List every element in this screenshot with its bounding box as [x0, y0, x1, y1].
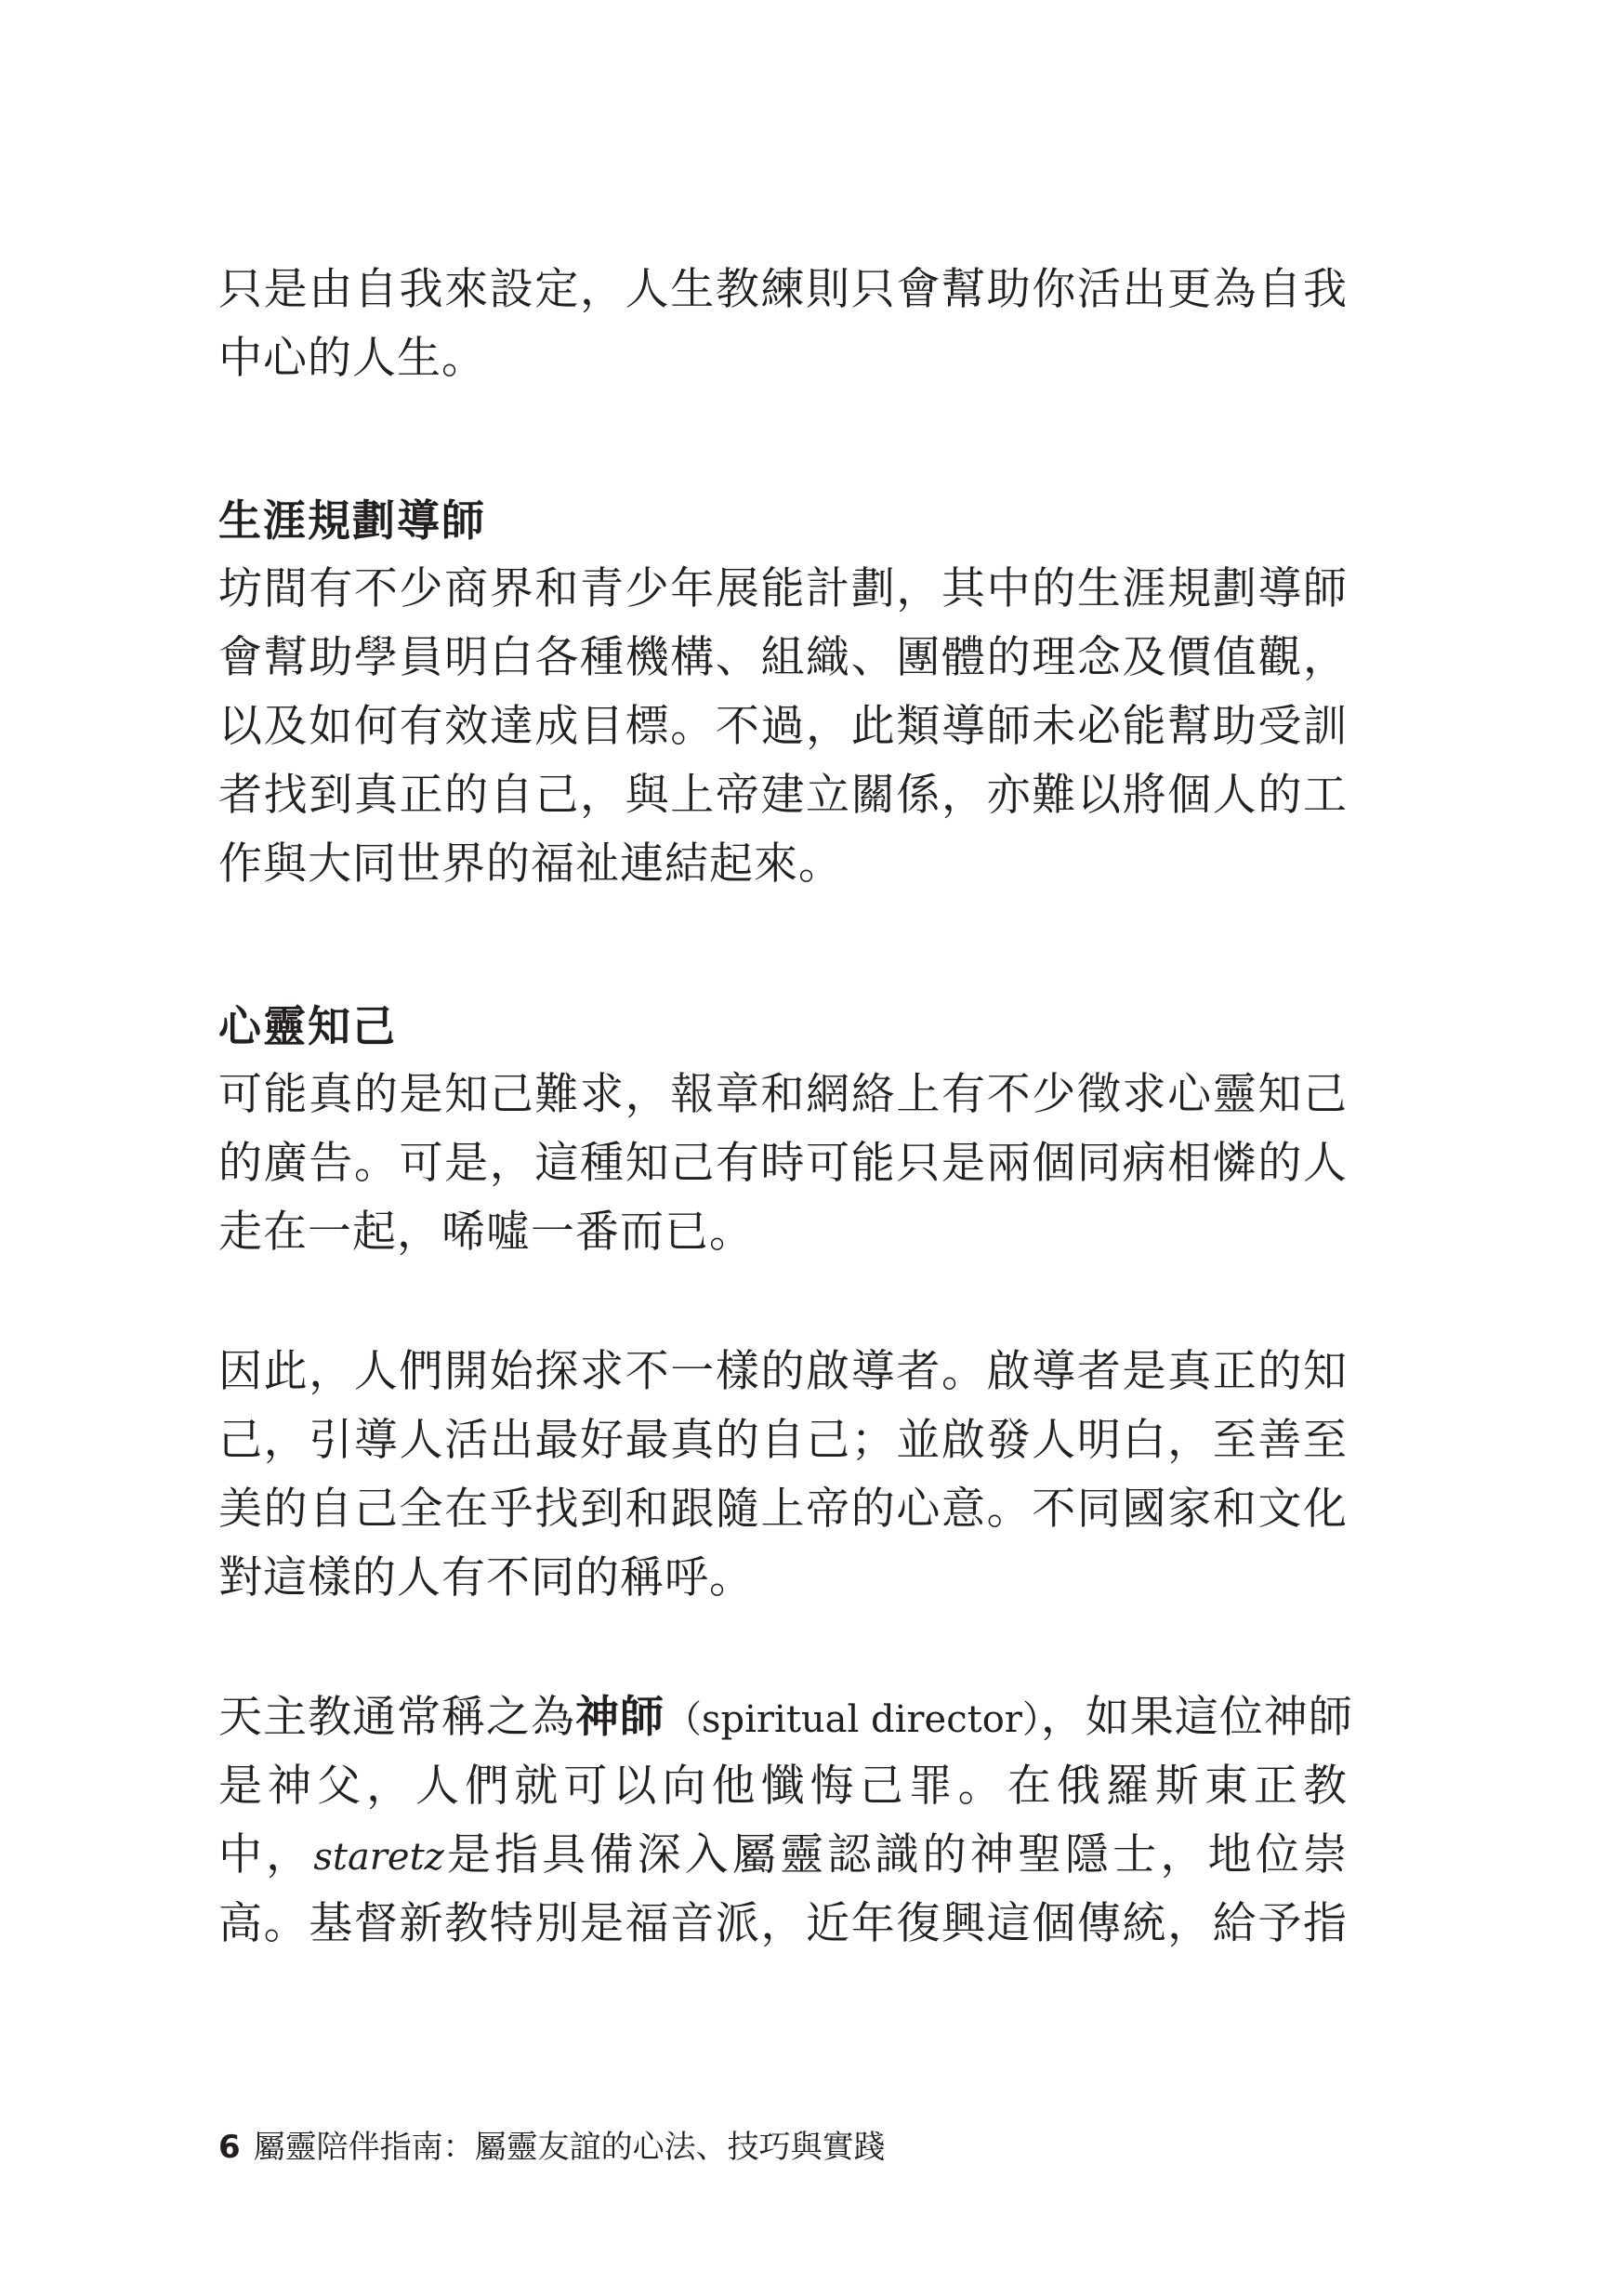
- page-footer: [218, 2127, 886, 2168]
- text-line: 作與大同世界的福祉連結起來。: [218, 838, 843, 890]
- text-span: ，如果這位神師: [1040, 1692, 1353, 1743]
- latin-term: （spiritual director）: [665, 1698, 1041, 1741]
- text-line: 己，引導人活出最好最真的自己；並啟發人明白，至善至: [218, 1415, 1348, 1466]
- text-line: 高。基督新教特別是福音派，近年復興這個傳統，給予指: [218, 1898, 1348, 1949]
- text-line: 者找到真正的自己，與上帝建立關係，亦難以將個人的工: [218, 770, 1348, 821]
- page-number: 6: [218, 2129, 241, 2166]
- text-line: 坊間有不少商界和青少年展能計劃，其中的生涯規劃導師: [218, 563, 1348, 614]
- intro-paragraph: [218, 256, 1348, 393]
- text-span: 天主教通常稱之為: [218, 1692, 575, 1743]
- text-line: 是神父，人們就可以向他懺悔己罪。在俄羅斯東正教: [218, 1761, 1348, 1812]
- text-line: 對這樣的人有不同的稱呼。: [218, 1552, 754, 1603]
- text-line: 走在一起，唏噓一番而已。: [218, 1207, 754, 1258]
- text-line: [218, 1683, 1353, 1752]
- paragraph: [218, 1061, 1348, 1267]
- text-line: 可能真的是知己難求，報章和網絡上有不少徵求心靈知己: [218, 1069, 1348, 1120]
- text-line: 美的自己全在乎找到和跟隨上帝的心意。不同國家和文化: [218, 1484, 1348, 1535]
- section-heading: 心靈知己: [218, 1001, 397, 1051]
- section-soul-friend: [218, 992, 1353, 1959]
- text-line: [218, 1821, 1348, 1890]
- text-span: 中，: [218, 1829, 314, 1880]
- paragraph: [218, 1338, 1348, 1613]
- text-line: 因此，人們開始探求不一樣的啟導者。啟導者是真正的知: [218, 1346, 1348, 1397]
- page-body: [218, 256, 1353, 1959]
- bold-term: 神師: [575, 1692, 665, 1743]
- text-line: 以及如何有效達成目標。不過，此類導師未必能幫助受訓: [218, 701, 1348, 752]
- italic-term: staretz: [313, 1836, 444, 1879]
- text-line: 只是由自我來設定，人生教練則只會幫助你活出更為自我: [218, 264, 1348, 315]
- text-line: 中心的人生。: [218, 333, 486, 384]
- text-span: 是指具備深入屬靈認識的神聖隱士，地位崇: [443, 1829, 1348, 1880]
- section-heading: 生涯規劃導師: [218, 495, 486, 546]
- text-line: 的廣告。可是，這種知己有時可能只是兩個同病相憐的人: [218, 1138, 1348, 1189]
- paragraph: [218, 1683, 1353, 1959]
- book-title: 屬靈陪伴指南：屬靈友誼的心法、技巧與實踐: [253, 2129, 886, 2166]
- text-line: 會幫助學員明白各種機構、組織、團體的理念及價值觀，: [218, 632, 1348, 683]
- section-career-mentor: [218, 486, 1348, 899]
